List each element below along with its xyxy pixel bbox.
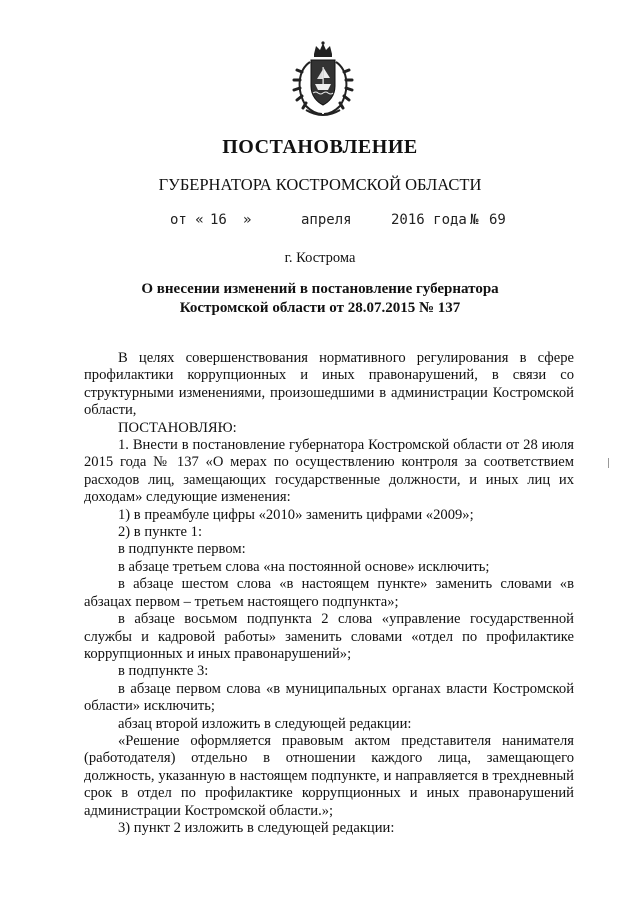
document-subtitle: ГУБЕРНАТОРА КОСТРОМСКОЙ ОБЛАСТИ [158,175,482,194]
paragraph: в подпункте первом: [118,541,246,558]
paragraph: 2) в пункте 1: [118,524,203,541]
paragraph: в абзаце третьем слова «на постоянной основе» исключить; [118,558,490,575]
city-label: г. Кострома [284,250,356,266]
paragraph: в абзаце восьмом подпункта 2 слова «управление государственной службы и кадровой работы» заменить словами «отдел по профилактике коррупционных и иных правонарушений»; [84,611,574,662]
number-label: № [470,212,479,228]
kostroma-coat-of-arms-icon [292,40,354,118]
date-year: 2016 года [391,212,467,228]
paragraph: 1. Внести в постановление губернатора Костромской области от 28 июля 2015 года № 137 «О мерах по осуществлению контроля за соответствием расходов лиц, замещающих государственные должности, и иных лиц их доходам» следующие изменения: [84,437,574,506]
document-heading [0,280,640,318]
date-prefix: от « [170,212,204,228]
paragraph: В целях совершенствования нормативного регулирования в сфере профилактики коррупционных и иных правонарушений, в связи со структурными изменениями, произошедшими в администрации Костромской области, [84,350,574,419]
heading-line-2: Костромской области от 28.07.2015 № 137 [179,300,461,316]
margin-mark [608,458,609,468]
paragraph: абзац второй изложить в следующей редакции: [118,715,412,732]
date-day: 16 [210,212,227,228]
document-body [84,350,574,837]
paragraph: ПОСТАНОВЛЯЮ: [118,419,237,436]
date-close-quote: » [243,212,252,228]
paragraph: в абзаце первом слова «в муниципальных органах власти Костромской области» исключить; [84,680,574,715]
heading-line-1: О внесении изменений в постановление губернатора [141,281,499,297]
paragraph: 3) пункт 2 изложить в следующей редакции: [118,819,395,836]
paragraph: 1) в преамбуле цифры «2010» заменить цифрами «2009»; [118,506,474,523]
document-title: ПОСТАНОВЛЕНИЕ [222,136,418,158]
document-number: 69 [489,212,506,228]
paragraph: в подпункте 3: [118,663,209,680]
paragraph: в абзаце шестом слова «в настоящем пункте» заменить словами «в абзацах первом – третьем настоящего подпункта»; [84,576,574,610]
paragraph: «Решение оформляется правовым актом представителя нанимателя (работодателя) отдельно в отношении каждого лица, замещающего должность, указанную в настоящем подпункте, и направляется в трехдневный срок в отдел по профилактике коррупционных и иных правонарушений администрации Костромской области.»; [84,732,574,819]
date-month: апреля [301,212,352,228]
